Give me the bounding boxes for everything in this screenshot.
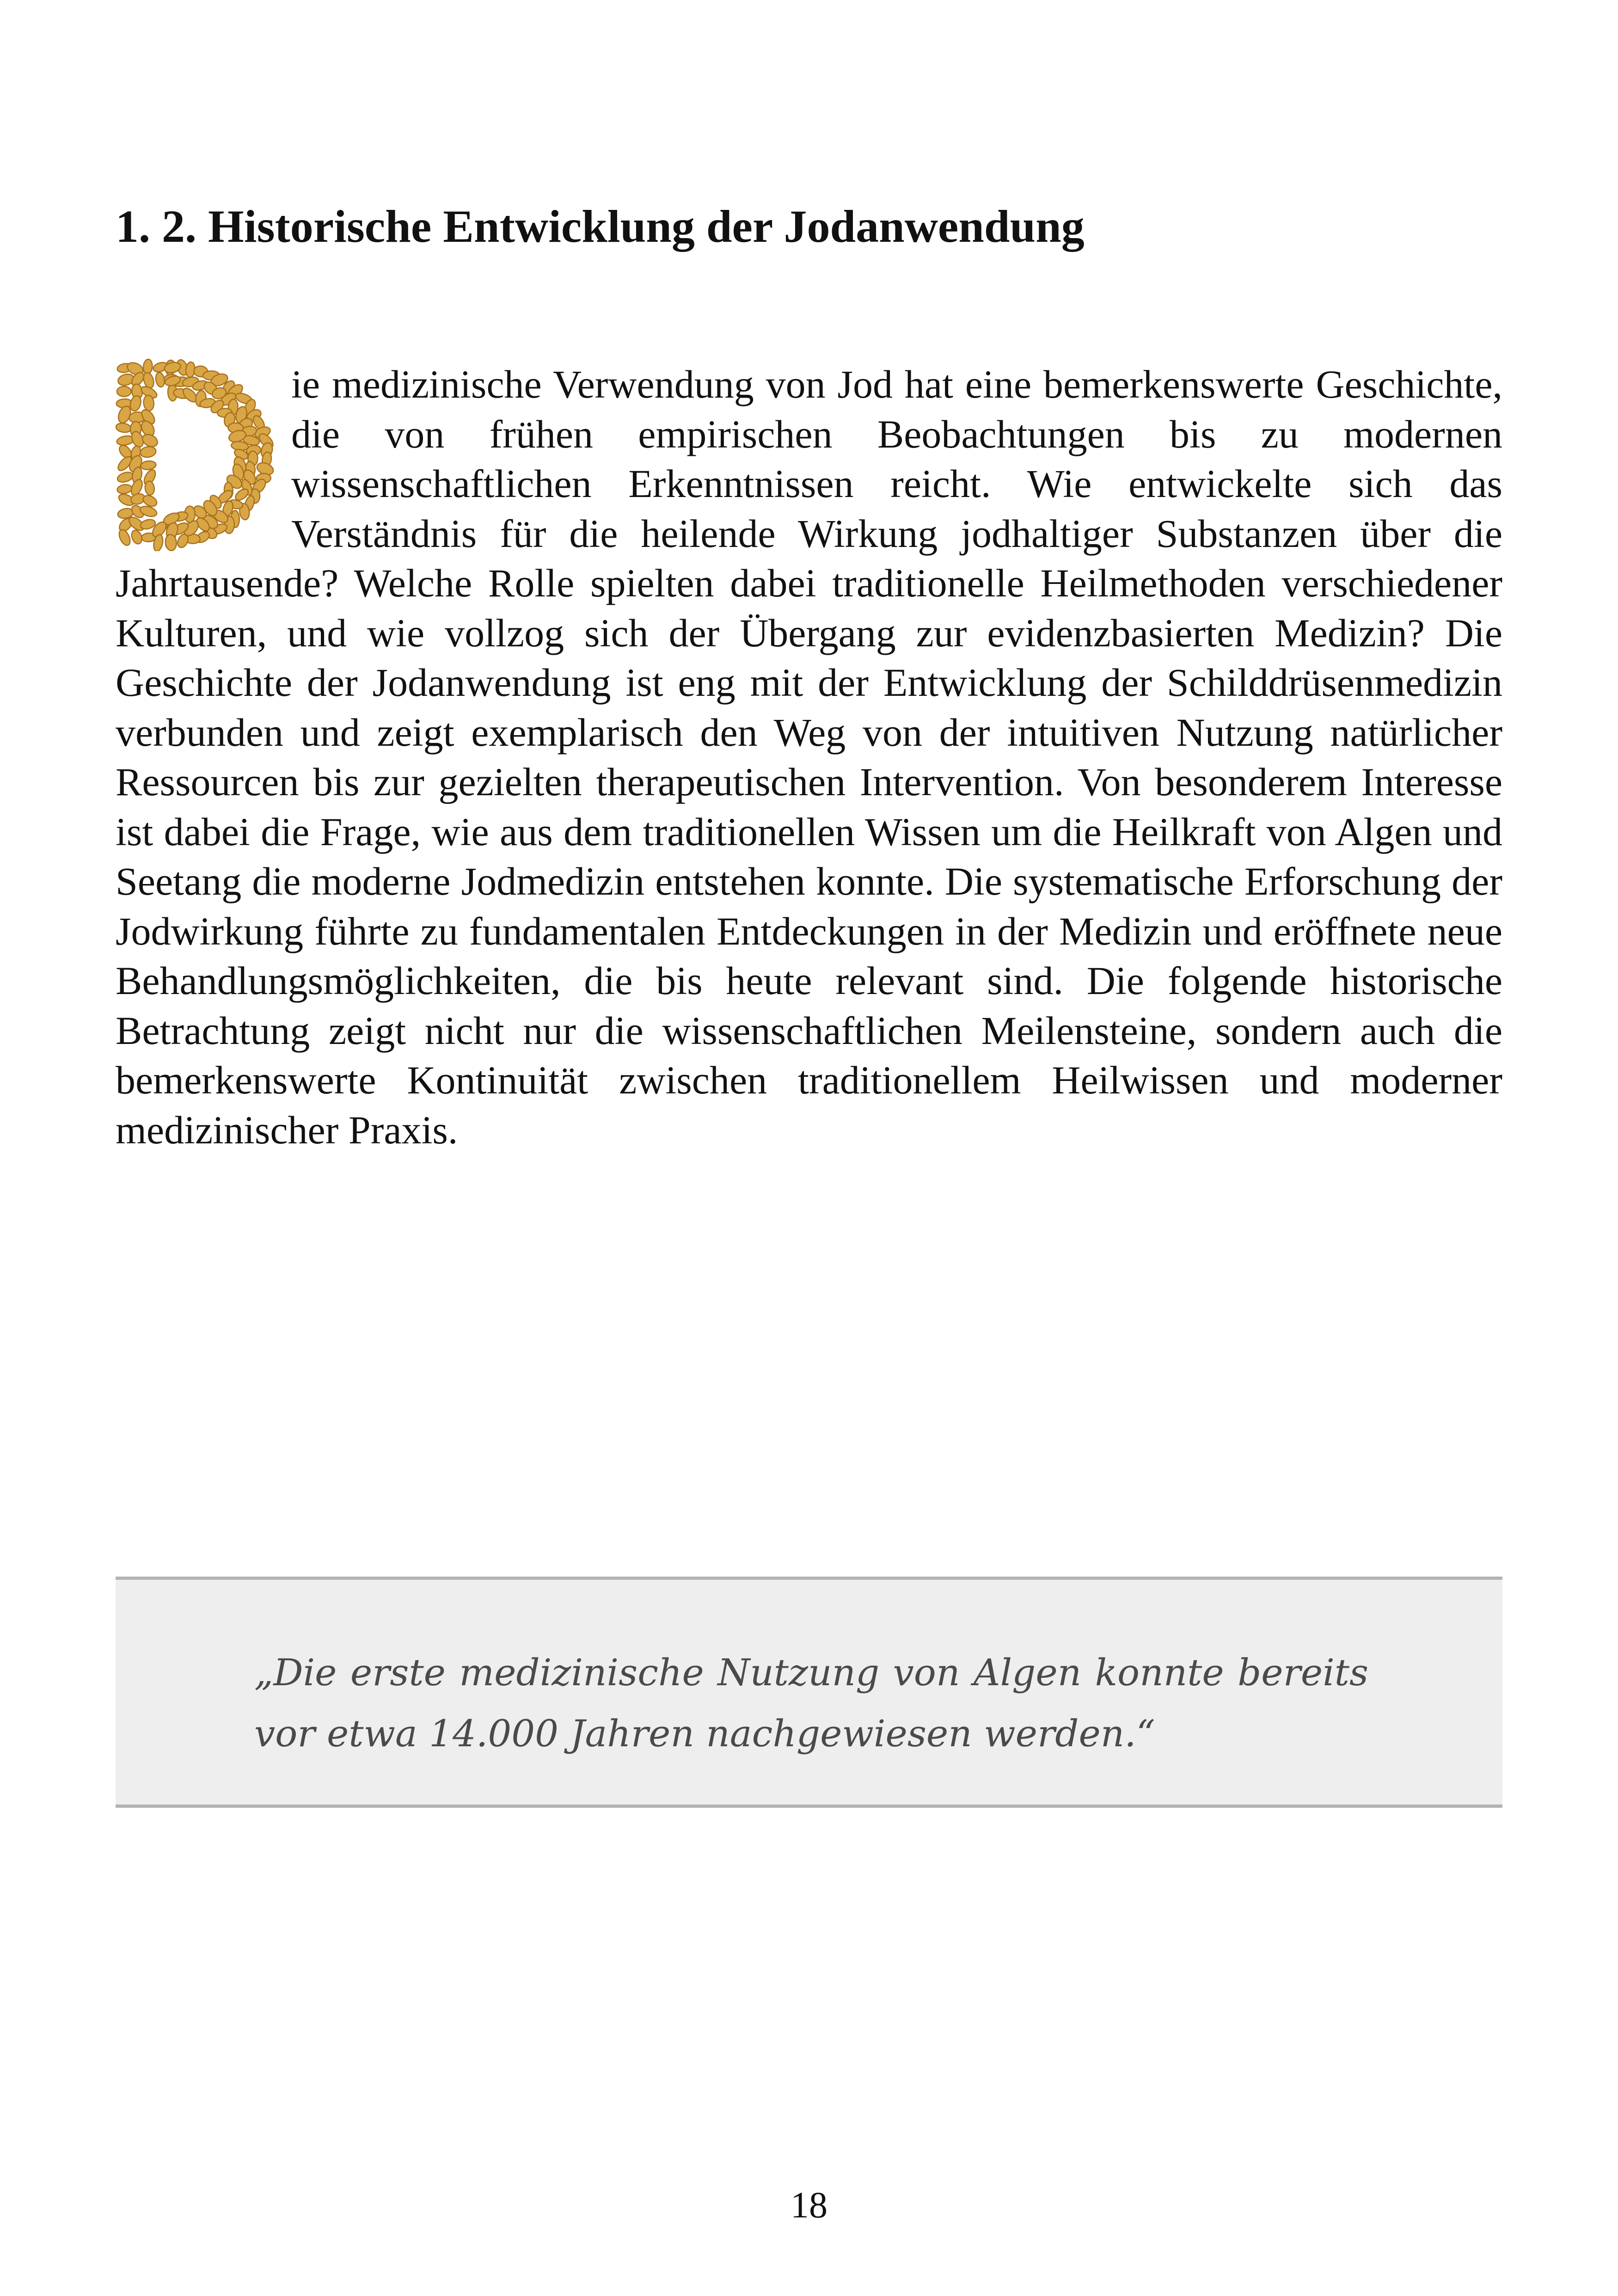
page-number: 18: [791, 2185, 827, 2226]
seed-shape: [155, 372, 165, 387]
seed-shape: [140, 445, 157, 458]
seed-shape: [141, 460, 157, 471]
page-title: 1. 2. Historische Entwicklung der Jodanwendung: [116, 201, 1085, 252]
body-paragraph: [116, 360, 1502, 1155]
seed-shape: [117, 387, 131, 397]
seed-letter-d-image: [116, 357, 282, 551]
seed-shape: [117, 528, 132, 547]
paragraph-text: ie medizinische Verwendung von Jod hat eine bemerkenswerte Geschichte, die von frühen empirischen Beobachtungen bis zu modernen wissenschaftlichen Erkenntnissen reicht. Wie entwickelte sich das Verständnis für die heilende Wirkung jodhaltiger Substanzen über die Jahrtausende? Welche Rolle spielten dabei traditionelle Heilmethoden verschiedener Kulturen, und wie vollzog sich der Übergang zur evidenzbasierten Medizin? Die Geschichte der Jodanwendung ist eng mit der Entwicklung der Schilddrüsenmedizin verbunden und zeigt exemplarisch den Weg von der intuitiven Nutzung natürlicher Ressourcen bis zur gezielten therapeutischen Intervention. Von besonderem Interesse ist dabei die Frage, wie aus dem traditionellen Wissen um die Heilkraft von Algen und Seetang die moderne Jodmedizin entstehen konnte. Die systematische Erforschung der Jodwirkung führte zu fundamentalen Entdeckungen in der Medizin und eröffnete neue Behandlungsmöglichkeiten, die bis heute relevant sind. Die folgende historische Betrachtung zeigt nicht nur die wissenschaftlichen Meilensteine, sondern auch die bemerkenswerte Kontinuität zwischen traditionellem Heilwissen und moderner medizinischer Praxis.: [116, 362, 1502, 1152]
dropcap-seed-letter-d: [116, 357, 287, 556]
pull-quote-text: „Die erste medizinische Nutzung von Algen konnte bereits vor etwa 14.000 Jahren nachgewiesen werden.“: [254, 1651, 1368, 1755]
pull-quote-box: [116, 1577, 1502, 1808]
seed-shape: [116, 422, 132, 433]
seed-shape: [144, 480, 155, 495]
seed-shape: [116, 471, 134, 484]
seed-shape: [116, 484, 132, 495]
